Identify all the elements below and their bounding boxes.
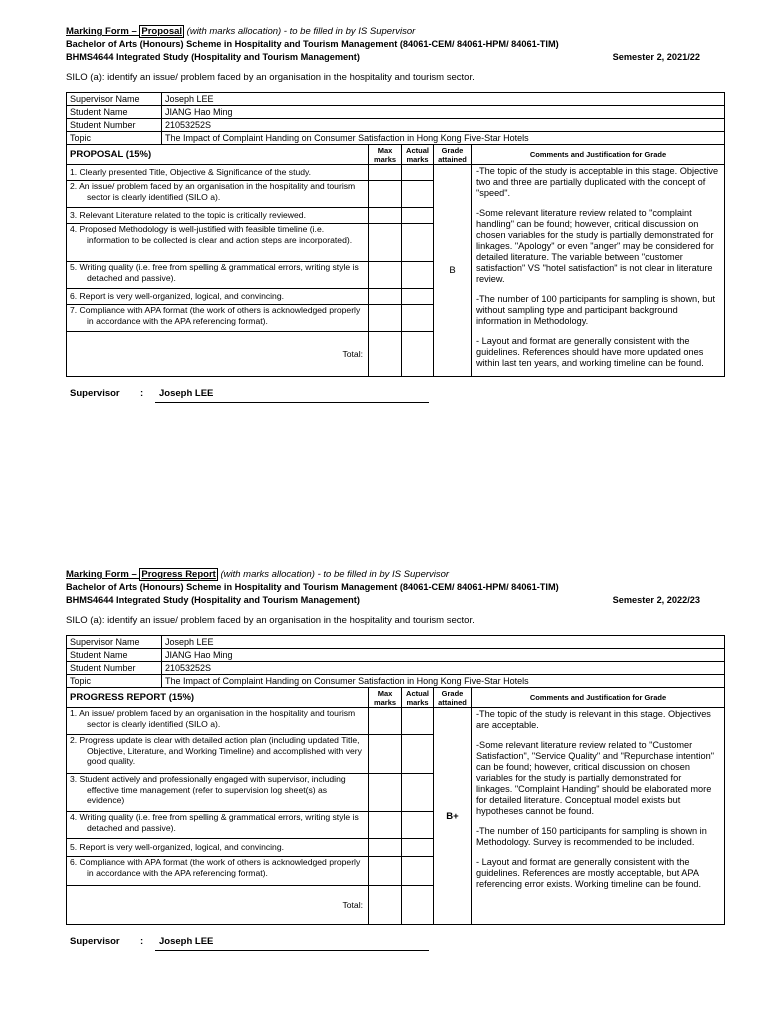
heading-prefix: Marking Form –	[66, 569, 140, 580]
programme-title: Bachelor of Arts (Honours) Scheme in Hospitality and Tourism Management (84061-CEM/ 84061-HPM/ 84061-TIM)	[66, 582, 559, 592]
sig-label: Supervisor	[70, 936, 120, 947]
supervisor-signature	[66, 936, 724, 952]
criterion: 6. Compliance with APA format (the work of others is acknowledged properly in accordance with the APA referencing format).	[67, 857, 369, 886]
max-marks-cell[interactable]	[369, 774, 402, 812]
actual-marks-cell[interactable]	[402, 735, 434, 774]
comment-paragraph: -The number of 150 participants for sampling is shown in Methodology. Survey is recommended to be included.	[476, 826, 707, 847]
sig-label: Supervisor	[70, 388, 120, 399]
comments-cell	[472, 165, 725, 377]
criterion: 3. Relevant Literature related to the topic is critically reviewed.	[67, 208, 369, 224]
marks-table	[66, 687, 725, 925]
info-label: Supervisor Name	[67, 93, 162, 106]
form-heading	[66, 26, 724, 38]
sig-name: Joseph LEE	[155, 936, 429, 951]
actual-marks-cell[interactable]	[402, 208, 434, 224]
criterion: 6. Report is very well-organized, logical, and convincing.	[67, 289, 369, 305]
course-title: BHMS4644 Integrated Study (Hospitality and Tourism Management)	[66, 595, 360, 605]
supervisor-signature	[66, 388, 724, 404]
sig-name: Joseph LEE	[155, 388, 429, 403]
heading-form-type: Progress Report	[141, 569, 216, 580]
col-actual-marks: Actual marks	[402, 145, 434, 165]
supervisor-name-value: Joseph LEE	[162, 93, 725, 106]
info-label: Student Name	[67, 106, 162, 119]
comment-paragraph: -The number of 100 participants for sampling is shown, but without sampling type and participant background information in Methodology.	[476, 294, 715, 326]
topic-value: The Impact of Complaint Handing on Consumer Satisfaction in Hong Kong Five-Star Hotels	[162, 675, 725, 688]
form-heading	[66, 569, 724, 581]
info-label: Supervisor Name	[67, 636, 162, 649]
course-line	[66, 51, 724, 64]
actual-marks-cell[interactable]	[402, 224, 434, 262]
course-line	[66, 594, 724, 607]
actual-marks-cell[interactable]	[402, 305, 434, 332]
max-total-cell[interactable]	[369, 332, 402, 377]
criterion: 4. Proposed Methodology is well-justified with feasible timeline (i.e. information to be collected is clear and action steps are incorporated).	[67, 224, 369, 262]
actual-total-cell[interactable]	[402, 332, 434, 377]
heading-form-type: Proposal	[141, 26, 183, 37]
marks-table	[66, 144, 725, 377]
info-label: Topic	[67, 675, 162, 688]
actual-marks-cell[interactable]	[402, 774, 434, 812]
col-max-marks: Max marks	[369, 688, 402, 708]
sig-colon: :	[140, 388, 144, 399]
section-title: PROGRESS REPORT (15%)	[67, 688, 369, 708]
criterion: 5. Report is very well-organized, logical, and convincing.	[67, 839, 369, 857]
grade-cell	[434, 708, 472, 925]
actual-marks-cell[interactable]	[402, 165, 434, 181]
max-marks-cell[interactable]	[369, 708, 402, 735]
comment-paragraph: - Layout and format are generally consistent with the guidelines. References should have more updated ones within last ten years, and working timeline can be found.	[476, 336, 704, 368]
col-actual-marks: Actual marks	[402, 688, 434, 708]
comment-paragraph: - Layout and format are generally consistent with the guidelines. References are mostly acceptable, but APA referencing error exists. Working timeline can be found.	[476, 857, 702, 889]
actual-marks-cell[interactable]	[402, 262, 434, 289]
actual-marks-cell[interactable]	[402, 181, 434, 208]
student-number-value: 21053252S	[162, 662, 725, 675]
criterion: 5. Writing quality (i.e. free from spelling & grammatical errors, writing style is detached and passive).	[67, 262, 369, 289]
actual-marks-cell[interactable]	[402, 708, 434, 735]
total-label: Total:	[67, 332, 369, 377]
total-label: Total:	[67, 886, 369, 925]
grade-cell: B	[434, 165, 472, 377]
info-label: Student Number	[67, 662, 162, 675]
actual-total-cell[interactable]	[402, 886, 434, 925]
criterion: 1. An issue/ problem faced by an organisation in the hospitality and tourism sector is clearly identified (SILO a).	[67, 708, 369, 735]
max-marks-cell[interactable]	[369, 305, 402, 332]
col-grade: Grade attained	[434, 688, 472, 708]
info-label: Topic	[67, 132, 162, 145]
semester: Semester 2, 2021/22	[612, 52, 700, 62]
criterion: 4. Writing quality (i.e. free from spelling & grammatical errors, writing style is detached and passive).	[67, 812, 369, 839]
col-grade: Grade attained	[434, 145, 472, 165]
max-marks-cell[interactable]	[369, 208, 402, 224]
heading-note: (with marks allocation) - to be filled in by IS Supervisor	[184, 26, 416, 37]
section-title: PROPOSAL (15%)	[67, 145, 369, 165]
heading-prefix: Marking Form –	[66, 26, 140, 37]
info-label: Student Name	[67, 649, 162, 662]
criterion: 3. Student actively and professionally engaged with supervisor, including effective time management (refer to supervision log sheet(s) as evidence)	[67, 774, 369, 812]
max-marks-cell[interactable]	[369, 262, 402, 289]
criterion: 7. Compliance with APA format (the work of others is acknowledged properly in accordance with the APA referencing format).	[67, 305, 369, 332]
semester: Semester 2, 2022/23	[612, 595, 700, 605]
supervisor-name-value: Joseph LEE	[162, 636, 725, 649]
heading-note: (with marks allocation) - to be filled in by IS Supervisor	[217, 569, 450, 580]
progress-report-marking-form	[66, 569, 724, 952]
col-comments: Comments and Justification for Grade	[472, 688, 725, 708]
proposal-marking-form	[66, 26, 724, 404]
col-max-marks: Max marks	[369, 145, 402, 165]
student-number-value: 21053252S	[162, 119, 725, 132]
student-info-table	[66, 635, 725, 688]
student-name-value: JIANG Hao Ming	[162, 649, 725, 662]
comment-paragraph: -The topic of the study is acceptable in this stage. Objective two and three are partially duplicated with the concept of "speed".	[476, 166, 719, 198]
actual-marks-cell[interactable]	[402, 289, 434, 305]
max-marks-cell[interactable]	[369, 735, 402, 774]
topic-value: The Impact of Complaint Handing on Consumer Satisfaction in Hong Kong Five-Star Hotels	[162, 132, 725, 145]
comments-cell	[472, 708, 725, 925]
actual-marks-cell[interactable]	[402, 839, 434, 857]
max-marks-cell[interactable]	[369, 224, 402, 262]
silo-statement: SILO (a): identify an issue/ problem faced by an organisation in the hospitality and tourism sector.	[66, 72, 475, 83]
max-marks-cell[interactable]	[369, 289, 402, 305]
silo-statement: SILO (a): identify an issue/ problem faced by an organisation in the hospitality and tourism sector.	[66, 615, 475, 626]
course-title: BHMS4644 Integrated Study (Hospitality and Tourism Management)	[66, 52, 360, 62]
programme-title: Bachelor of Arts (Honours) Scheme in Hospitality and Tourism Management (84061-CEM/ 84061-HPM/ 84061-TIM)	[66, 39, 559, 49]
max-total-cell[interactable]	[369, 886, 402, 925]
max-marks-cell[interactable]	[369, 839, 402, 857]
criterion: 2. Progress update is clear with detailed action plan (including updated Title, Objective, Literature, and Working Timeline) and accomplished with very good quality.	[67, 735, 369, 774]
criterion: 1. Clearly presented Title, Objective & Significance of the study.	[67, 165, 369, 181]
comment-paragraph: -Some relevant literature review related to "complaint handling" can be found; however, critical discussion on chosen variables for the study is partially demonstrated for linkages. "Apology" or even "anger" may be considered for detailed literature. The variable between "customer satisfaction" VS "hotel satisfaction" is not clear in literature review.	[476, 208, 714, 284]
max-marks-cell[interactable]	[369, 857, 402, 886]
info-label: Student Number	[67, 119, 162, 132]
grade-value: B+	[446, 810, 459, 822]
actual-marks-cell[interactable]	[402, 812, 434, 839]
max-marks-cell[interactable]	[369, 181, 402, 208]
sig-colon: :	[140, 936, 144, 947]
student-info-table	[66, 92, 725, 145]
actual-marks-cell[interactable]	[402, 857, 434, 886]
comment-paragraph: -Some relevant literature review related to "Customer Satisfaction", "Service Quality" and "Repurchase intention" can be found; however, critical discussion on chosen variables for the study is partially demonstrated for linkages. "Complaint Handing" should be elaborated more for detailed literature. Conceptual model exists but hypotheses cannot be found.	[476, 740, 714, 816]
student-name-value: JIANG Hao Ming	[162, 106, 725, 119]
criterion: 2. An issue/ problem faced by an organisation in the hospitality and tourism sector is clearly identified (SILO a).	[67, 181, 369, 208]
col-comments: Comments and Justification for Grade	[472, 145, 725, 165]
comment-paragraph: -The topic of the study is relevant in this stage. Objectives are acceptable.	[476, 709, 711, 730]
max-marks-cell[interactable]	[369, 165, 402, 181]
max-marks-cell[interactable]	[369, 812, 402, 839]
